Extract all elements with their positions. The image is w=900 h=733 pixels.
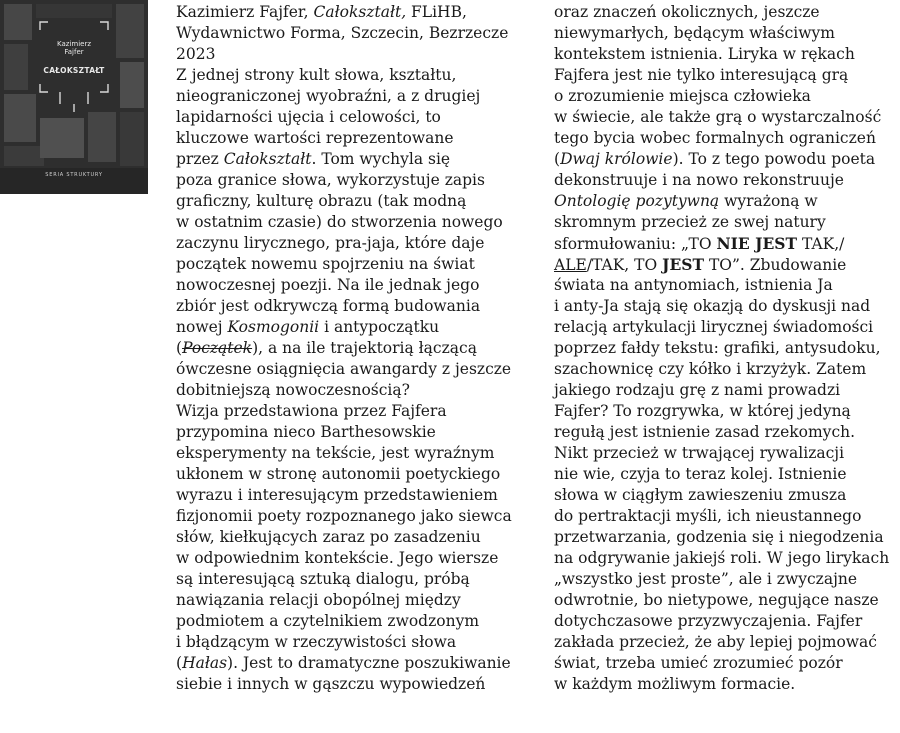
text-line	[176, 23, 531, 44]
text-segment: poprzez fałdy tekstu: grafiki, antysudoku,	[554, 339, 881, 357]
text-segment: podmiotem a czytelnikiem zwodzonym	[176, 612, 480, 630]
text-segment: tego bycia wobec formalnych ograniczeń	[554, 129, 876, 147]
text-segment: regułą jest istnienie zasad rzekomych.	[554, 423, 856, 441]
text-line	[176, 569, 531, 590]
text-line	[554, 485, 899, 506]
text-segment: ALE	[554, 256, 587, 274]
text-segment: Wydawnictwo Forma, Szczecin, Bezrzecze	[176, 24, 509, 42]
text-line	[554, 422, 899, 443]
text-segment: JEST	[662, 255, 705, 274]
text-line	[554, 527, 899, 548]
text-line	[554, 65, 899, 86]
text-line	[176, 107, 531, 128]
text-line	[554, 128, 899, 149]
text-segment: TO”. Zbudowanie	[704, 256, 847, 274]
text-segment: (	[176, 654, 183, 672]
text-segment: dekonstruuje i na nowo rekonstruuje	[554, 171, 844, 189]
text-line	[176, 233, 531, 254]
text-segment: ). To z tego powodu poeta	[672, 150, 876, 168]
text-line	[176, 254, 531, 275]
text-line	[176, 653, 531, 674]
text-line	[554, 380, 899, 401]
text-segment: zakłada przecież, że aby lepiej pojmować	[554, 633, 877, 651]
text-line	[554, 611, 899, 632]
text-segment: wyrazu i interesującym przedstawieniem	[176, 486, 498, 504]
text-segment: nie wie, czyja to teraz kolej. Istnienie	[554, 465, 847, 483]
text-line	[554, 548, 899, 569]
text-line	[554, 296, 899, 317]
text-line	[176, 128, 531, 149]
text-line	[554, 212, 899, 233]
text-segment: Kosmogonii	[227, 318, 320, 336]
text-segment: i błądzącym w rzeczywistości słowa	[176, 633, 457, 651]
text-line	[176, 674, 531, 695]
review-text-column-right	[554, 2, 899, 695]
text-line	[176, 86, 531, 107]
text-segment: nowej	[176, 318, 228, 336]
text-line	[554, 317, 899, 338]
text-segment: relacją artykulacji lirycznej świadomości	[554, 318, 874, 336]
text-segment: wyrażoną w	[719, 192, 818, 210]
text-segment: sformułowaniu: „TO	[554, 235, 717, 253]
text-segment: ). Jest to dramatyczne poszukiwanie	[227, 654, 511, 672]
text-line	[554, 23, 899, 44]
text-line	[554, 401, 899, 422]
text-segment: Całokształt,	[313, 3, 407, 21]
text-segment: i antypoczątku	[319, 318, 440, 336]
text-segment: ówczesne osiągnięcia awangardy z jeszcze	[176, 360, 512, 378]
text-segment: (	[176, 339, 183, 357]
text-line	[554, 2, 899, 23]
text-segment: TAK,/	[797, 235, 845, 253]
book-cover-image	[0, 0, 148, 194]
text-line	[176, 338, 531, 359]
text-line	[554, 170, 899, 191]
text-segment: niewymarłych, będącym właściwym	[554, 24, 835, 42]
text-segment: siebie i innych w gąszczu wypowiedzeń	[176, 675, 486, 693]
text-segment: . Tom wychyla się	[311, 150, 451, 168]
cover-author	[0, 40, 148, 56]
text-segment: NIE JEST	[716, 234, 798, 253]
text-line	[176, 611, 531, 632]
text-line	[554, 233, 899, 254]
text-line	[554, 674, 899, 695]
text-segment: oraz znaczeń okolicznych, jeszcze	[554, 3, 820, 21]
text-segment: w każdym możliwym formacie.	[554, 675, 796, 693]
text-segment: /TAK, TO	[586, 256, 663, 274]
text-segment: Z jednej strony kult słowa, kształtu,	[176, 66, 457, 84]
text-line	[176, 44, 531, 65]
text-line	[176, 527, 531, 548]
text-segment: lapidarności ujęcia i celowości, to	[176, 108, 441, 126]
text-line	[176, 191, 531, 212]
text-line	[554, 464, 899, 485]
review-text-column-left	[176, 2, 531, 695]
cover-author-last: Fajfer	[64, 48, 84, 56]
text-segment: są interesującą sztuką dialogu, próbą	[176, 570, 470, 588]
text-line	[554, 275, 899, 296]
text-line	[176, 590, 531, 611]
text-segment: Fajfer? To rozgrywka, w której jedyną	[554, 402, 851, 420]
text-line	[176, 380, 531, 401]
text-line	[554, 338, 899, 359]
text-line	[554, 191, 899, 212]
text-segment: graficzny, kulturę obrazu (tak modną	[176, 192, 467, 210]
text-segment: przez	[176, 150, 224, 168]
text-segment: eksperymenty na tekście, jest wyraźnym	[176, 444, 495, 462]
text-line	[554, 569, 899, 590]
text-segment: jakiego rodzaju grę z nami prowadzi	[554, 381, 841, 399]
text-line	[176, 2, 531, 23]
text-segment: fizjonomii poety rozpoznanego jako siewca	[176, 507, 512, 525]
text-segment: FLiHB,	[406, 3, 467, 21]
text-segment: w ostatnim czasie) do stworzenia nowego	[176, 213, 503, 231]
text-line	[176, 401, 531, 422]
text-segment: przetwarzania, godzenia się i niegodzenia	[554, 528, 884, 546]
text-segment: w świecie, ale także grą o wystarczalność	[554, 108, 882, 126]
text-segment: świata na antynomiach, istnienia Ja	[554, 276, 833, 294]
text-segment: Ontologię pozytywną	[554, 192, 720, 210]
text-segment: poza granice słowa, wykorzystuje zapis	[176, 171, 485, 189]
text-line	[176, 359, 531, 380]
text-segment: i anty-Ja stają się okazją do dyskusji nad	[554, 297, 871, 315]
text-segment: kontekstem istnienia. Liryka w rękach	[554, 45, 855, 63]
text-segment: 2023	[176, 45, 216, 63]
text-segment: Hałas	[182, 654, 228, 672]
text-segment: w odpowiednim kontekście. Jego wiersze	[176, 549, 499, 567]
text-segment: zaczynu lirycznego, pra-jaja, które daje	[176, 234, 485, 252]
text-line	[554, 254, 899, 275]
text-line	[176, 443, 531, 464]
text-segment: Wizja przedstawiona przez Fajfera	[176, 402, 447, 420]
text-segment: o zrozumienie miejsca człowieka	[554, 87, 811, 105]
text-segment: szachownicę czy kółko i krzyżyk. Zatem	[554, 360, 867, 378]
text-segment: Fajfera jest nie tylko interesującą grą	[554, 66, 849, 84]
text-line	[176, 170, 531, 191]
text-line	[554, 632, 899, 653]
text-segment: Nikt przecież w trwającej rywalizacji	[554, 444, 845, 462]
text-segment: ukłonem w stronę autonomii poetyckiego	[176, 465, 501, 483]
text-segment: „wszystko jest proste”, ale i zwyczajne	[554, 570, 858, 588]
text-line	[554, 107, 899, 128]
text-segment: kluczowe wartości reprezentowane	[176, 129, 454, 147]
text-line	[554, 44, 899, 65]
text-segment: początek nowemu spojrzeniu na świat	[176, 255, 475, 273]
cover-author-first: Kazimierz	[57, 40, 91, 48]
text-segment: słów, kiełkujących zaraz po zasadzeniu	[176, 528, 481, 546]
text-segment: ), a na ile trajektorią łączącą	[252, 339, 477, 357]
text-line	[554, 590, 899, 611]
text-line	[176, 485, 531, 506]
text-line	[176, 149, 531, 170]
text-line	[176, 65, 531, 86]
text-line	[554, 149, 899, 170]
text-segment: Kazimierz Fajfer,	[176, 3, 314, 21]
text-line	[554, 86, 899, 107]
text-segment: na odgrywanie jakiejś roli. W jego lirykach	[554, 549, 890, 567]
text-line	[176, 275, 531, 296]
text-segment: skromnym przecież ze swej natury	[554, 213, 826, 231]
text-line	[554, 653, 899, 674]
text-segment: słowa w ciągłym zawieszeniu zmusza	[554, 486, 847, 504]
text-line	[176, 632, 531, 653]
text-line	[176, 422, 531, 443]
text-line	[176, 506, 531, 527]
text-segment: nowoczesnej poezji. Na ile jednak jego	[176, 276, 480, 294]
text-segment: zbiór jest odkrywczą formą budowania	[176, 297, 481, 315]
text-line	[176, 464, 531, 485]
text-segment: (	[554, 150, 561, 168]
text-segment: przypomina nieco Barthesowskie	[176, 423, 436, 441]
text-line	[176, 548, 531, 569]
text-line	[554, 506, 899, 527]
text-segment: Początek	[182, 339, 253, 357]
text-line	[176, 212, 531, 233]
text-line	[176, 317, 531, 338]
text-segment: nieograniczonej wyobraźni, a z drugiej	[176, 87, 481, 105]
cover-artwork	[0, 0, 148, 194]
text-line	[554, 359, 899, 380]
text-segment: świat, trzeba umieć zrozumieć pozór	[554, 654, 843, 672]
text-segment: Całokształt	[223, 150, 312, 168]
cover-title: CAŁOKSZTAŁT	[43, 66, 105, 75]
text-segment: dobitniejszą nowoczesnością?	[176, 381, 410, 399]
text-segment: odwrotnie, bo nietypowe, negujące nasze	[554, 591, 879, 609]
text-line	[176, 296, 531, 317]
cover-series: SERIA STRUKTURY	[45, 172, 103, 178]
text-segment: nawiązania relacji obopólnej między	[176, 591, 461, 609]
text-segment: Dwaj królowie	[560, 150, 673, 168]
text-segment: do pertraktacji myśli, ich nieustannego	[554, 507, 862, 525]
text-segment: dotychczasowe przyzwyczajenia. Fajfer	[554, 612, 863, 630]
text-line	[554, 443, 899, 464]
